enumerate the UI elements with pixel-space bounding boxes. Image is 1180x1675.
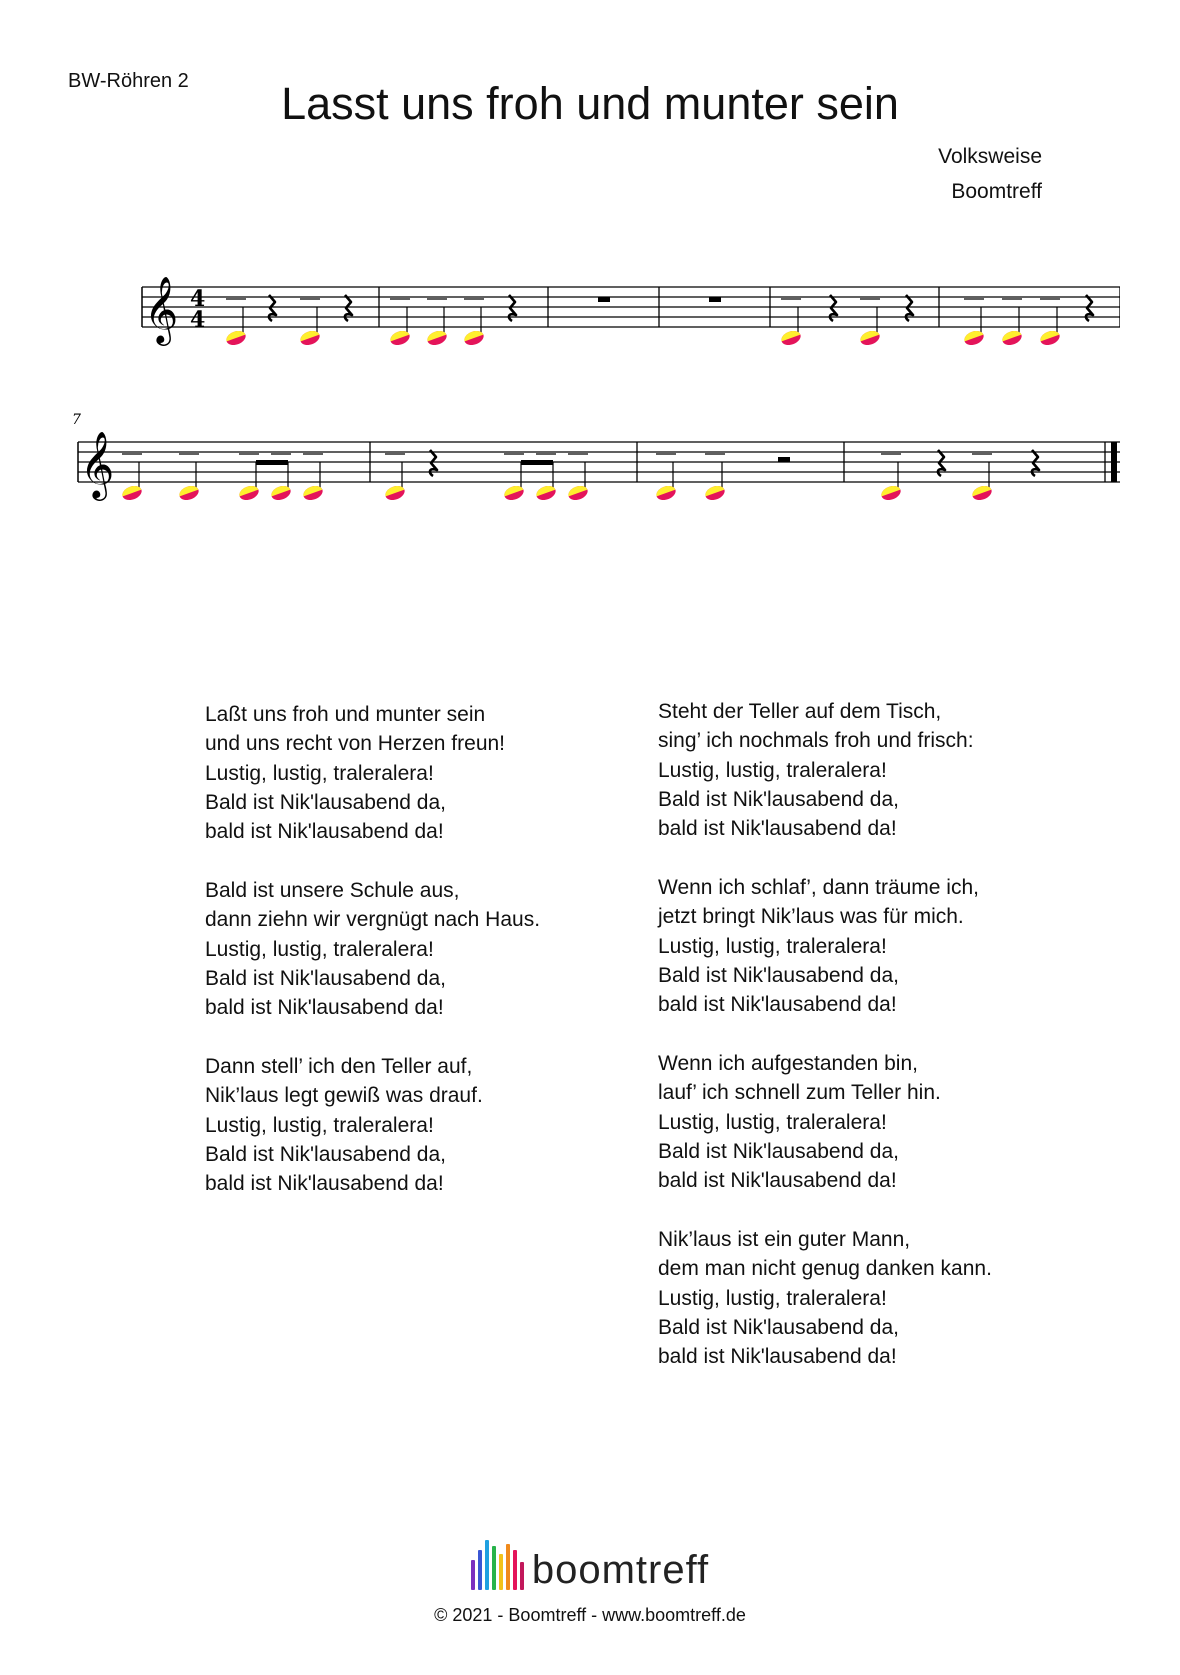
arranger-credit: Boomtreff	[951, 180, 1042, 203]
stanza-1	[205, 700, 540, 846]
logo-wordmark: boomtreff	[531, 1548, 710, 1592]
note	[858, 299, 881, 348]
logo-bar	[492, 1546, 496, 1590]
lyric-line: sing’ ich nochmals froh und frisch:	[658, 729, 974, 753]
logo-bar	[513, 1550, 517, 1590]
note	[301, 454, 324, 503]
note	[970, 454, 993, 503]
lyric-line: Lustig, lustig, traleralera!	[658, 1110, 887, 1134]
note	[654, 454, 677, 503]
time-signature-numerator: 4	[190, 286, 206, 312]
system-2-notes	[120, 454, 993, 503]
lyric-line: Bald ist Nik'lausabend da,	[205, 966, 446, 990]
staff-lines	[78, 442, 1120, 482]
lyrics-right-column	[658, 697, 992, 1401]
logo-bars-icon	[471, 1540, 524, 1590]
lyric-line: Bald ist Nik'lausabend da,	[658, 1139, 899, 1163]
beam	[521, 460, 553, 465]
note	[879, 454, 902, 503]
logo-bar	[478, 1550, 482, 1590]
note	[1038, 299, 1061, 348]
lyric-line: Lustig, lustig, traleralera!	[658, 758, 887, 782]
note	[224, 299, 247, 348]
note	[779, 299, 802, 348]
note	[425, 299, 448, 348]
lyric-line: Wenn ich aufgestanden bin,	[658, 1051, 918, 1075]
staff-system-2	[60, 410, 1120, 520]
lyric-line: Lustig, lustig, traleralera!	[205, 1113, 434, 1137]
lyric-line: bald ist Nik'lausabend da!	[205, 996, 444, 1020]
lyric-line: Lustig, lustig, traleralera!	[205, 761, 434, 785]
lyric-line: jetzt bringt Nik’laus was für mich.	[658, 905, 964, 929]
boomtreff-logo	[0, 1540, 1180, 1595]
final-barline	[1111, 442, 1117, 482]
note	[962, 299, 985, 348]
staff-lines	[142, 287, 1120, 327]
lyric-line: bald ist Nik'lausabend da!	[658, 1169, 897, 1193]
treble-clef: 𝄞	[80, 430, 115, 498]
lyric-line: Wenn ich schlaf’, dann träume ich,	[658, 875, 979, 899]
note	[383, 454, 406, 503]
logo-bar	[485, 1540, 489, 1590]
logo-bar	[520, 1562, 524, 1590]
lyric-line: Bald ist Nik'lausabend da,	[205, 790, 446, 814]
lyric-line: bald ist Nik'lausabend da!	[205, 1172, 444, 1196]
lyric-line: dann ziehn wir vergnügt nach Haus.	[205, 908, 541, 932]
lyric-line: bald ist Nik'lausabend da!	[658, 817, 897, 841]
lyric-line: Laßt uns froh und munter sein	[205, 703, 486, 726]
note	[177, 454, 200, 503]
note	[566, 454, 589, 503]
lyric-line: bald ist Nik'lausabend da!	[205, 820, 444, 844]
copyright-text: © 2021 - Boomtreff - www.boomtreff.de	[434, 1605, 746, 1625]
lyric-line: Nik’laus ist ein guter Mann,	[658, 1227, 911, 1251]
logo-bar	[506, 1544, 510, 1590]
note	[462, 299, 485, 348]
stanza-6	[658, 1049, 992, 1195]
lyric-line: bald ist Nik'lausabend da!	[658, 993, 897, 1017]
time-signature-denominator: 4	[190, 307, 206, 333]
lyric-line: Bald ist Nik'lausabend da,	[658, 1315, 899, 1339]
lyric-line: lauf’ ich schnell zum Teller hin.	[658, 1081, 941, 1105]
whole-rest	[598, 297, 610, 302]
stanza-3	[205, 1052, 540, 1198]
lyric-line: Nik’laus legt gewiß was drauf.	[205, 1084, 483, 1108]
stanza-4	[658, 697, 992, 843]
lyric-line: Dann stell’ ich den Teller auf,	[205, 1054, 473, 1078]
lyric-line: Bald ist Nik'lausabend da,	[658, 787, 899, 811]
logo-bar	[471, 1560, 475, 1590]
measure-number: 7	[72, 412, 81, 428]
note	[120, 454, 143, 503]
lyric-line: Steht der Teller auf dem Tisch,	[658, 700, 942, 723]
note	[1000, 299, 1023, 348]
whole-rest	[709, 297, 721, 302]
beam	[256, 460, 288, 465]
system-1-notes	[224, 299, 1061, 348]
logo-bar	[499, 1554, 503, 1590]
treble-clef: 𝄞	[144, 275, 179, 343]
lyric-line: dem man nicht genug danken kann.	[658, 1257, 992, 1281]
staff-system-1	[60, 265, 1120, 365]
lyrics-left-column	[205, 700, 540, 1228]
note	[388, 299, 411, 348]
note	[703, 454, 726, 503]
lyric-line: Bald ist Nik'lausabend da,	[205, 1142, 446, 1166]
logo-wrap	[471, 1540, 709, 1590]
lyric-line: Bald ist Nik'lausabend da,	[658, 963, 899, 987]
system-2-half-rests	[778, 457, 790, 462]
lyric-line: Lustig, lustig, traleralera!	[658, 934, 887, 958]
lyric-line: Bald ist unsere Schule aus,	[205, 878, 460, 902]
stanza-5	[658, 873, 992, 1019]
composer-credit: Volksweise	[938, 145, 1042, 168]
lyric-line: Lustig, lustig, traleralera!	[658, 1286, 887, 1310]
stanza-2	[205, 876, 540, 1022]
stanza-7	[658, 1225, 992, 1371]
instrument-tag: BW-Röhren 2	[68, 70, 189, 92]
lyric-line: Lustig, lustig, traleralera!	[205, 937, 434, 961]
note	[298, 299, 321, 348]
song-title: Lasst uns froh und munter sein	[281, 78, 899, 129]
half-rest	[778, 457, 790, 462]
lyric-line: und uns recht von Herzen freun!	[205, 732, 506, 756]
lyric-line: bald ist Nik'lausabend da!	[658, 1345, 897, 1369]
